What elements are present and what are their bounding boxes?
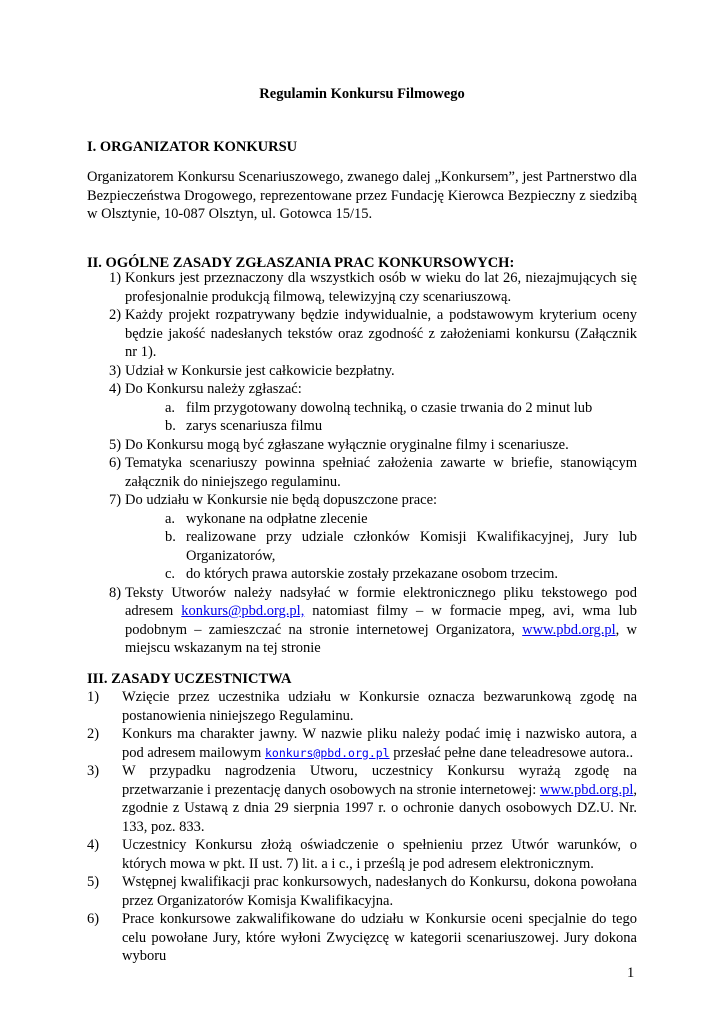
list-item: 1) Wzięcie przez uczestnika udziału w Konkursie oznacza bezwarunkową zgodę na postanowienia niniejszego Regulaminu. xyxy=(87,689,637,724)
list-item: 7) Do udziału w Konkursie nie będą dopuszczone prace: a. wykonane na odpłatne zlecenie b. realizowane przy udziale członków Komisji Kwalifikacyjnej, Jury lub Organizatorów, c. do których prawa autorskie zostały przekazane osobom trzecim. xyxy=(109,492,637,582)
email-link[interactable]: konkurs@pbd.org.pl xyxy=(264,745,390,760)
list-item: 6) Prace konkursowe zakwalifikowane do udziału w Konkursie oceni specjalnie do tego celu powołane Jury, które wyłoni Zwycięzcę w kategorii scenariuszowej. Jury dokona wyboru xyxy=(87,911,637,964)
email-link[interactable]: konkurs@pbd.org.pl, xyxy=(181,603,305,619)
list-item: 6) Tematyka scenariuszy powinna spełniać założenia zawarte w briefie, stanowiącym załącznik do niniejszego regulaminu. xyxy=(109,455,637,490)
list-item: 2) Każdy projekt rozpatrywany będzie indywidualnie, a podstawowym kryterium oceny będzie jakość nadesłanych tekstów oraz zgodność z założeniami konkursu (Załącznik nr 1). xyxy=(109,307,637,360)
section-2-heading: II. OGÓLNE ZASADY ZGŁASZANIA PRAC KONKURSOWYCH: xyxy=(87,255,515,271)
document-title: Regulamin Konkursu Filmowego xyxy=(259,86,465,102)
sub-list-item: b. zarys scenariusza filmu xyxy=(165,418,323,434)
sub-list-item: a. wykonane na odpłatne zlecenie xyxy=(165,510,368,527)
list-item: 2) Konkurs ma charakter jawny. W nazwie pliku należy podać imię i nazwisko autora, a pod adresem mailowym konkurs@pbd.org.pl przesłać pełne dane teleadresowe autora.. xyxy=(87,726,637,761)
sub-list-item: a. film przygotowany dowolną techniką, o czasie trwania do 2 minut lub xyxy=(165,399,593,416)
section-3-heading: III. ZASADY UCZESTNICTWA xyxy=(87,671,292,687)
page-number: 1 xyxy=(627,965,635,981)
list-item: 5) Wstępnej kwalifikacji prac konkursowych, nadesłanych do Konkursu, dokona powołana przez Organizatorów Komisja Kwalifikacyjna. xyxy=(87,874,637,909)
website-link[interactable]: www.pbd.org.pl xyxy=(522,621,616,638)
list-item: 4) Do Konkursu należy zgłaszać: a. film przygotowany dowolną techniką, o czasie trwania do 2 minut lub b. zarys scenariusza filmu xyxy=(87,380,637,436)
list-item: 5) Do Konkursu mogą być zgłaszane wyłącznie oryginalne filmy i scenariusze. xyxy=(109,436,569,453)
list-item: 8) Teksty Utworów należy nadsyłać w formie elektronicznego pliku tekstowego pod adresem konkurs@pbd.org.pl, natomiast filmy – w formacie mpeg, avi, wma lub podobnym – zamieszczać na stronie internetowej Organizatora, www.pbd.org.pl, w miejscu wskazanym na tej stronie xyxy=(109,584,637,656)
sub-list-item: c. do których prawa autorskie zostały przekazane osobom trzecim. xyxy=(165,566,559,582)
section-1-paragraph: Organizatorem Konkursu Scenariuszowego, zwanego dalej „Konkursem”, jest Partnerstwo dla Bezpieczeństwa Drogowego, reprezentowane przez Fundację Kierowca Bezpieczny z siedzibą w Olsztynie, 10-087 Olsztyn, ul. Gotowca 15/15. xyxy=(87,169,637,222)
sub-list xyxy=(125,399,637,436)
list-item: 4) Uczestnicy Konkursu złożą oświadczenie o spełnieniu przez Utwór warunków, o których mowa w pkt. II ust. 7) lit. a i c., i prześlą je pod adresem elektronicznym. xyxy=(87,837,637,872)
section-3-list xyxy=(87,688,637,966)
sub-list xyxy=(125,510,637,584)
list-item: 3) Udział w Konkursie jest całkowicie bezpłatny. xyxy=(109,362,395,379)
sub-list-item: b. realizowane przy udziale członków Komisji Kwalifikacyjnej, Jury lub Organizatorów, xyxy=(165,529,637,564)
list-item: 3) W przypadku nagrodzenia Utworu, uczestnicy Konkursu wyrażą zgodę na przetwarzanie i prezentację danych osobowych na stronie internetowej: www.pbd.org.pl, zgodnie z Ustawą z dnia 29 sierpnia 1997 r. o ochronie danych osobowych DZ.U. Nr. 133, poz. 833. xyxy=(87,763,637,835)
section-2-list xyxy=(87,269,637,658)
section-1-heading: I. ORGANIZATOR KONKURSU xyxy=(87,139,298,155)
list-item: 1) Konkurs jest przeznaczony dla wszystkich osób w wieku do lat 26, niezajmujących się profesjonalnie produkcją filmową, telewizyjną czy scenariuszową. xyxy=(109,270,637,305)
website-link[interactable]: www.pbd.org.pl xyxy=(539,781,634,798)
